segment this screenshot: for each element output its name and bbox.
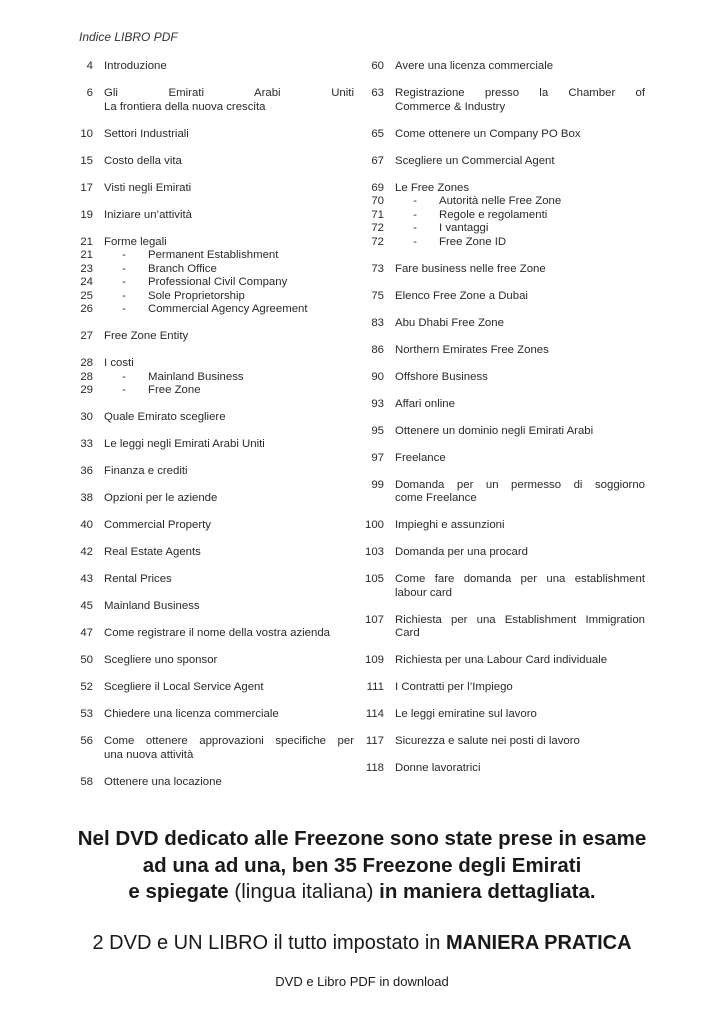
toc-title: Scegliere il Local Service Agent bbox=[104, 681, 264, 693]
toc-title-continued: una nuova attività bbox=[104, 748, 194, 761]
toc-page-number: 17 bbox=[80, 181, 93, 194]
toc-title-continued: Card bbox=[395, 627, 420, 639]
toc-subentry bbox=[72, 384, 354, 398]
toc-entry bbox=[72, 492, 354, 506]
toc-title: Abu Dhabi Free Zone bbox=[395, 316, 504, 329]
toc-entry bbox=[72, 357, 354, 398]
toc-title: Richiesta per una Establishment Immigration bbox=[395, 613, 645, 626]
promo-line-3a: e spiegate bbox=[128, 880, 229, 903]
toc-page-number: 38 bbox=[80, 492, 93, 504]
toc-title: Quale Emirato scegliere bbox=[104, 411, 226, 423]
toc-subtitle: Professional Civil Company bbox=[148, 276, 288, 288]
toc-title: Scegliere un Commercial Agent bbox=[395, 154, 555, 167]
toc-page-number: 58 bbox=[80, 775, 93, 788]
toc-entry bbox=[362, 182, 645, 250]
toc-title: Freelance bbox=[395, 451, 446, 464]
toc-page-number: 86 bbox=[371, 343, 384, 356]
toc-page-number: 105 bbox=[364, 573, 384, 585]
toc-page-number: 100 bbox=[364, 519, 384, 531]
promo-footer: DVD e Libro PDF in download bbox=[275, 974, 449, 989]
toc-entry bbox=[72, 438, 354, 452]
toc-page-number: 19 bbox=[80, 208, 93, 221]
toc-title: Le Free Zones bbox=[395, 181, 470, 194]
toc-page-number: 24 bbox=[80, 276, 93, 288]
toc-entry bbox=[72, 155, 354, 169]
toc-entry bbox=[72, 330, 354, 344]
promo-second-line bbox=[0, 932, 724, 955]
toc-subtitle: Mainland Business bbox=[148, 370, 244, 383]
toc-entry bbox=[72, 87, 354, 114]
toc-page-number: 40 bbox=[80, 519, 93, 531]
promo-line-2: ad una ad una, ben 35 Freezone degli Emirati bbox=[142, 853, 582, 877]
toc-title: Settori Industriali bbox=[104, 127, 189, 140]
toc-dash: - bbox=[122, 384, 126, 396]
toc-title: Forme legali bbox=[104, 235, 167, 248]
toc-entry bbox=[72, 573, 354, 587]
toc-title: Free Zone Entity bbox=[104, 330, 189, 342]
toc-page-number: 72 bbox=[371, 222, 384, 234]
toc-page-number: 45 bbox=[80, 600, 93, 612]
toc-subentry bbox=[72, 290, 354, 304]
toc-title: Offshore Business bbox=[395, 370, 488, 383]
toc-page-number: 53 bbox=[80, 708, 93, 720]
toc-page-number: 72 bbox=[371, 235, 384, 248]
toc-title: Rental Prices bbox=[104, 573, 172, 585]
toc-dash: - bbox=[122, 249, 126, 261]
toc-subentry bbox=[362, 236, 645, 250]
toc-title: Donne lavoratrici bbox=[395, 762, 481, 774]
toc-subentry bbox=[72, 263, 354, 277]
toc-title: Opzioni per le aziende bbox=[104, 492, 218, 504]
toc-page-number: 21 bbox=[80, 249, 93, 261]
toc-title: Mainland Business bbox=[104, 600, 200, 612]
toc-entry bbox=[362, 344, 645, 358]
toc-entry bbox=[72, 735, 354, 762]
page-header: Indice LIBRO PDF bbox=[79, 30, 178, 44]
toc-dash: - bbox=[413, 208, 417, 221]
toc-title: Affari online bbox=[395, 397, 455, 410]
toc-entry bbox=[362, 762, 645, 776]
toc-page-number: 83 bbox=[371, 316, 384, 329]
toc-page-number: 4 bbox=[86, 60, 93, 72]
toc-entry bbox=[362, 155, 645, 169]
toc-entry bbox=[72, 209, 354, 223]
toc-page-number: 67 bbox=[371, 154, 384, 167]
toc-page-number: 26 bbox=[80, 303, 93, 315]
toc-page-number: 111 bbox=[366, 681, 384, 693]
promo-second-bold: MANIERA PRATICA bbox=[445, 932, 632, 954]
toc-title: Le leggi negli Emirati Arabi Uniti bbox=[104, 438, 265, 450]
promo-text bbox=[0, 826, 724, 906]
toc-page-number: 27 bbox=[80, 330, 93, 342]
toc-page-number: 25 bbox=[80, 289, 93, 302]
toc-title: Come fare domanda per una establishment bbox=[395, 573, 645, 585]
toc-title: Introduzione bbox=[104, 60, 167, 72]
toc-page-number: 52 bbox=[80, 681, 93, 693]
toc-page-number: 43 bbox=[80, 573, 93, 585]
toc-entry bbox=[72, 654, 354, 668]
toc-page-number: 107 bbox=[364, 613, 384, 626]
toc-title: Iniziare un’attività bbox=[104, 208, 193, 221]
toc-subtitle: Regole e regolamenti bbox=[439, 208, 548, 221]
toc-title: Come ottenere approvazioni specifiche per bbox=[104, 735, 354, 747]
toc-page-number: 47 bbox=[80, 627, 93, 639]
toc-title-continued: come Freelance bbox=[395, 492, 477, 504]
toc-page-number: 56 bbox=[80, 735, 93, 747]
toc-page-number: 33 bbox=[80, 438, 93, 450]
toc-title-continued: La frontiera della nuova crescita bbox=[104, 100, 266, 113]
toc-title: Fare business nelle free Zone bbox=[395, 262, 546, 275]
toc-subentry bbox=[72, 303, 354, 317]
toc-subtitle: Autorità nelle Free Zone bbox=[439, 195, 562, 207]
toc-subtitle: Sole Proprietorship bbox=[148, 289, 245, 302]
toc-entry bbox=[72, 60, 354, 74]
toc-entry bbox=[72, 465, 354, 479]
toc-page-number: 70 bbox=[371, 195, 384, 207]
toc-title: Domanda per una procard bbox=[395, 546, 528, 558]
toc-entry bbox=[72, 708, 354, 722]
toc-title: I Contratti per l’Impiego bbox=[395, 681, 513, 693]
toc-entry bbox=[362, 573, 645, 600]
toc-entry bbox=[362, 128, 645, 142]
toc-page-number: 36 bbox=[80, 465, 93, 477]
toc-entry bbox=[362, 371, 645, 385]
toc-entry bbox=[362, 317, 645, 331]
toc-page-number: 50 bbox=[80, 654, 93, 666]
toc-entry bbox=[362, 60, 645, 74]
toc-entry bbox=[362, 681, 645, 695]
toc-subentry bbox=[72, 276, 354, 290]
toc-title: Northern Emirates Free Zones bbox=[395, 343, 549, 356]
promo-line-1: Nel DVD dedicato alle Freezone sono state prese in esame bbox=[77, 827, 647, 850]
toc-entry bbox=[362, 290, 645, 304]
toc-entry bbox=[362, 708, 645, 722]
toc-dash: - bbox=[122, 262, 126, 275]
toc-entry bbox=[362, 614, 645, 641]
toc-entry bbox=[362, 479, 645, 506]
toc-entry bbox=[362, 519, 645, 533]
promo-second-normal: 2 DVD e UN LIBRO il tutto impostato in bbox=[92, 932, 441, 954]
toc-dash: - bbox=[122, 276, 126, 288]
toc-entry bbox=[72, 627, 354, 641]
toc-page-number: 109 bbox=[364, 654, 384, 666]
promo-line-3-language: (lingua italiana) bbox=[234, 880, 374, 903]
toc-entry bbox=[72, 128, 354, 142]
toc-dash: - bbox=[122, 289, 126, 302]
toc-page-number: 65 bbox=[371, 127, 384, 140]
toc-page-number: 90 bbox=[371, 370, 384, 383]
toc-title: Commercial Property bbox=[104, 519, 211, 531]
toc-page-number: 73 bbox=[371, 262, 384, 275]
toc-entry bbox=[72, 236, 354, 317]
toc-title: Come registrare il nome della vostra azienda bbox=[104, 627, 331, 639]
toc-title: Richiesta per una Labour Card individuale bbox=[395, 654, 608, 666]
toc-entry bbox=[362, 398, 645, 412]
toc-page-number: 118 bbox=[365, 762, 384, 774]
toc-title: Come ottenere un Company PO Box bbox=[395, 127, 581, 140]
toc-title: Registrazione presso la Chamber of bbox=[395, 87, 645, 99]
toc-subtitle: Commercial Agency Agreement bbox=[148, 303, 308, 315]
toc-title: Impieghi e assunzioni bbox=[395, 519, 505, 531]
toc-title: Ottenere un dominio negli Emirati Arabi bbox=[395, 424, 594, 437]
toc-page-number: 6 bbox=[86, 87, 93, 99]
toc-subtitle: I vantaggi bbox=[439, 222, 489, 234]
toc-page-number: 15 bbox=[80, 154, 93, 167]
toc-title: Avere una licenza commerciale bbox=[395, 60, 554, 72]
toc-subentry bbox=[362, 222, 645, 236]
toc-entry bbox=[72, 182, 354, 196]
toc-subtitle: Free Zone bbox=[148, 384, 201, 396]
toc-dash: - bbox=[413, 195, 417, 207]
toc-page-number: 29 bbox=[80, 384, 93, 396]
toc-title: Finanza e crediti bbox=[104, 465, 188, 477]
toc-page-number: 63 bbox=[371, 87, 384, 99]
toc-title: Ottenere una locazione bbox=[104, 775, 222, 788]
toc-title: Chiedere una licenza commerciale bbox=[104, 708, 279, 720]
toc-subtitle: Free Zone ID bbox=[439, 235, 507, 248]
toc-page-number: 21 bbox=[80, 235, 93, 248]
toc-title: Gli Emirati Arabi Uniti bbox=[104, 87, 354, 99]
toc-page-number: 103 bbox=[364, 546, 384, 558]
toc-page-number: 28 bbox=[80, 370, 93, 383]
toc-entry bbox=[362, 263, 645, 277]
toc-entry bbox=[72, 681, 354, 695]
toc-title: Elenco Free Zone a Dubai bbox=[395, 289, 528, 302]
toc-entry bbox=[362, 425, 645, 439]
toc-title-continued: Commerce & Industry bbox=[395, 100, 506, 113]
toc-entry bbox=[72, 776, 354, 790]
toc-page-number: 75 bbox=[371, 289, 384, 302]
toc-entry bbox=[72, 411, 354, 425]
toc-subentry bbox=[362, 209, 645, 223]
toc-page-number: 95 bbox=[371, 424, 384, 437]
toc-subtitle: Branch Office bbox=[148, 262, 217, 275]
toc-page-number: 114 bbox=[365, 708, 384, 720]
toc-page-number: 117 bbox=[365, 735, 384, 747]
toc-entry bbox=[362, 735, 645, 749]
toc-title: Le leggi emiratine sul lavoro bbox=[395, 708, 537, 720]
toc-title: Real Estate Agents bbox=[104, 546, 201, 558]
toc-title: Domanda per un permesso di soggiorno bbox=[395, 478, 645, 491]
toc-dash: - bbox=[413, 222, 417, 234]
toc-title: Costo della vita bbox=[104, 154, 182, 167]
toc-subentry bbox=[362, 195, 645, 209]
toc-entry bbox=[362, 87, 645, 114]
toc-title-continued: labour card bbox=[395, 586, 452, 599]
toc-column-right bbox=[362, 60, 645, 789]
toc-title: Sicurezza e salute nei posti di lavoro bbox=[395, 735, 580, 747]
toc-entry bbox=[362, 546, 645, 560]
toc-page-number: 28 bbox=[80, 357, 93, 369]
toc-entry bbox=[72, 519, 354, 533]
toc-entry bbox=[362, 654, 645, 668]
toc-page-number: 42 bbox=[80, 546, 93, 558]
toc-entry bbox=[362, 452, 645, 466]
toc-page-number: 60 bbox=[371, 60, 384, 72]
toc-page-number: 93 bbox=[371, 397, 384, 410]
toc-page-number: 71 bbox=[371, 208, 384, 221]
toc-subentry bbox=[72, 371, 354, 385]
toc-dash: - bbox=[122, 370, 126, 383]
toc-page-number: 69 bbox=[371, 181, 384, 194]
toc-column-left bbox=[72, 60, 354, 803]
toc-page-number: 23 bbox=[80, 262, 93, 275]
toc-dash: - bbox=[122, 303, 126, 315]
toc-dash: - bbox=[413, 235, 417, 248]
toc-subentry bbox=[72, 249, 354, 263]
toc-title: Visti negli Emirati bbox=[104, 181, 192, 194]
toc-title: Scegliere uno sponsor bbox=[104, 654, 218, 666]
toc-page-number: 97 bbox=[371, 451, 384, 464]
toc-title: I costi bbox=[104, 357, 134, 369]
promo-line-3b: in maniera dettagliata. bbox=[379, 880, 596, 903]
toc-page-number: 10 bbox=[80, 127, 93, 140]
toc-page-number: 30 bbox=[80, 411, 93, 423]
toc-entry bbox=[72, 546, 354, 560]
toc-page-number: 99 bbox=[371, 478, 384, 491]
toc-entry bbox=[72, 600, 354, 614]
toc-subtitle: Permanent Establishment bbox=[148, 249, 279, 261]
